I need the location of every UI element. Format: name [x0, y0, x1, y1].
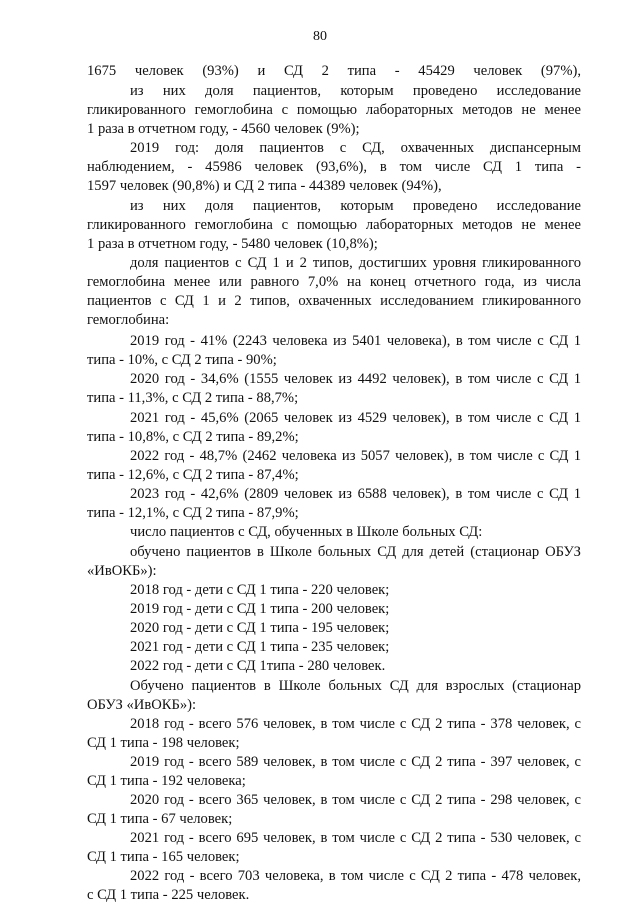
text-line: 2022 год - 48,7% (2462 человека из 5057 человек), в том числе с СД 1: [130, 448, 581, 464]
text-line: обучено пациентов в Школе больных СД для детей (стационар ОБУЗ: [130, 544, 581, 560]
text-line: типа - 11,3%, с СД 2 типа - 88,7%;: [87, 390, 299, 406]
text-line: 2018 год - всего 576 человек, в том числе с СД 2 типа - 378 человек, с: [130, 716, 581, 732]
text-line: гликированного гемоглобина с помощью лабораторных методов не менее: [87, 217, 581, 233]
text-line: с СД 1 типа - 225 человек.: [87, 887, 250, 903]
text-line: ОБУЗ «ИвОКБ»):: [87, 697, 197, 713]
text-line: число пациентов с СД, обученных в Школе больных СД:: [130, 524, 483, 540]
text-line: 2020 год - всего 365 человек, в том числе с СД 2 типа - 298 человек, с: [130, 792, 581, 808]
text-line: типа - 10%, с СД 2 типа - 90%;: [87, 352, 277, 368]
text-line: гемоглобина:: [87, 312, 170, 328]
text-line: гликированного гемоглобина с помощью лабораторных методов не менее: [87, 102, 581, 118]
text-line: из них доля пациентов, которым проведено исследование: [130, 83, 581, 99]
text-line: типа - 12,1%, с СД 2 типа - 87,9%;: [87, 505, 299, 521]
text-line: из них доля пациентов, которым проведено исследование: [130, 198, 581, 214]
text-line: доля пациентов с СД 1 и 2 типов, достигших уровня гликированного: [130, 255, 581, 271]
text-line: типа - 12,6%, с СД 2 типа - 87,4%;: [87, 467, 299, 483]
text-line: 1 раза в отчетном году, - 5480 человек (10,8%);: [87, 236, 378, 252]
text-line: СД 1 типа - 165 человек;: [87, 849, 240, 865]
text-line: 2023 год - 42,6% (2809 человек из 6588 человек), в том числе с СД 1: [130, 486, 581, 502]
text-line: 2019 год - 41% (2243 человека из 5401 человека), в том числе с СД 1: [130, 333, 581, 349]
text-line: СД 1 типа - 67 человек;: [87, 811, 233, 827]
text-line: 1597 человек (90,8%) и СД 2 типа - 44389 человек (94%),: [87, 178, 442, 194]
text-line: 2020 год - 34,6% (1555 человек из 4492 человек), в том числе с СД 1: [130, 371, 581, 387]
text-line: пациентов с СД 1 и 2 типов, охваченных исследованием гликированного: [87, 293, 581, 309]
text-line: 1 раза в отчетном году, - 4560 человек (9%);: [87, 121, 360, 137]
text-line: СД 1 типа - 198 человек;: [87, 735, 240, 751]
text-line: 2022 год - дети с СД 1типа - 280 человек.: [130, 658, 386, 674]
text-line: СД 1 типа - 192 человека;: [87, 773, 246, 789]
page-number: 80: [313, 29, 327, 44]
text-line: «ИвОКБ»):: [87, 563, 157, 579]
text-line: 2021 год - 45,6% (2065 человек из 4529 человек), в том числе с СД 1: [130, 410, 581, 426]
text-line: Обучено пациентов в Школе больных СД для взрослых (стационар: [130, 678, 581, 694]
text-line: 2020 год - дети с СД 1 типа - 195 человек;: [130, 620, 390, 636]
text-line: 2019 год - дети с СД 1 типа - 200 человек;: [130, 601, 390, 617]
text-line: типа - 10,8%, с СД 2 типа - 89,2%;: [87, 429, 299, 445]
text-line: 1675 человек (93%) и СД 2 типа - 45429 человек (97%),: [87, 63, 581, 79]
text-line: 2021 год - всего 695 человек, в том числе с СД 2 типа - 530 человек, с: [130, 830, 581, 846]
text-line: 2019 год: доля пациентов с СД, охваченных диспансерным: [130, 140, 581, 156]
text-line: 2018 год - дети с СД 1 типа - 220 человек;: [130, 582, 390, 598]
text-line: 2021 год - дети с СД 1 типа - 235 человек;: [130, 639, 390, 655]
text-line: гемоглобина менее или равного 7,0% на конец отчетного года, из числа: [87, 274, 581, 290]
text-line: наблюдением, - 45986 человек (93,6%), в том числе СД 1 типа -: [87, 159, 581, 175]
text-line: 2019 год - всего 589 человек, в том числе с СД 2 типа - 397 человек, с: [130, 754, 581, 770]
text-line: 2022 год - всего 703 человека, в том числе с СД 2 типа - 478 человек,: [130, 868, 581, 884]
